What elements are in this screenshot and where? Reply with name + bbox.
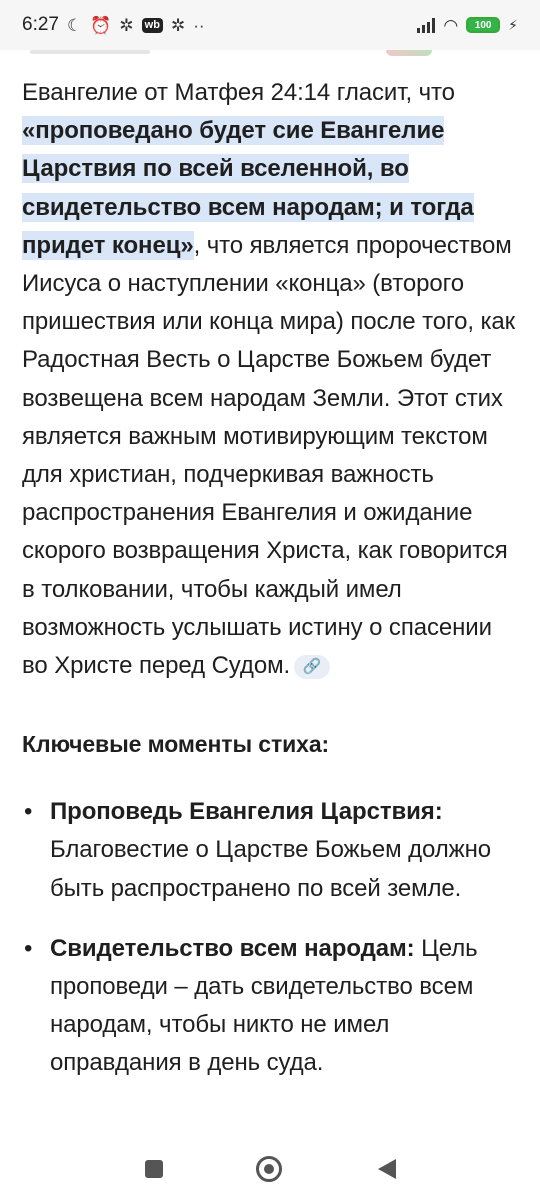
battery-level: 100 — [474, 19, 492, 31]
home-circle-icon — [256, 1156, 282, 1182]
point-title: Свидетельство всем народам: — [50, 934, 415, 962]
navigation-bar — [0, 1140, 540, 1200]
wifi-icon: ◠ — [443, 15, 459, 35]
more-dots-icon: ·· — [193, 15, 205, 35]
signal-icon — [417, 17, 435, 33]
list-item — [22, 793, 520, 908]
bullet-icon: • — [24, 934, 33, 962]
clipped-avatars — [386, 50, 432, 56]
article — [22, 74, 520, 1105]
key-points-list — [22, 793, 520, 1082]
highlighted-quote[interactable]: «проповедано будет сие Евангелие Царствия по всей вселенной, во свидетельство всем народам; и тогда придет конец» — [22, 117, 474, 259]
section-heading: Ключевые моменты стиха: — [22, 731, 330, 758]
intro-text: Евангелие от Матфея 24:14 гласит, что — [22, 79, 455, 106]
clipped-line — [30, 50, 150, 54]
home-button[interactable] — [254, 1154, 284, 1184]
alarm-icon: ⏰ — [90, 15, 112, 35]
body-text: , что является пророчеством Иисуса о наступлении «конца» (второго пришествия или конца мира) после того, как Радостная Весть о Царстве Божьем будет возвещена всем народам Земли. Этот стих является важным мотивирующим текстом для христиан, подчеркивая важность распространения Евангелия и ожидание скорого возвращения Христа, как говорится в толковании, чтобы каждый имел возможность услышать истину о спасении во Христе перед Судом. — [22, 231, 516, 680]
list-item — [22, 930, 520, 1083]
point-title: Проповедь Евангелия Царствия: — [50, 798, 443, 826]
source-link-icon[interactable]: 🔗 — [294, 655, 330, 679]
recents-button[interactable] — [139, 1154, 169, 1184]
moon-icon: ☾ — [66, 15, 83, 35]
square-icon — [145, 1160, 163, 1178]
bullet-icon: • — [24, 798, 33, 826]
status-left — [22, 14, 205, 36]
wb-app-icon: wb — [142, 18, 163, 33]
status-bar — [0, 0, 540, 50]
app-icon: ✲ — [119, 15, 134, 35]
back-button[interactable] — [372, 1154, 402, 1184]
charging-icon: ⚡ — [508, 16, 518, 33]
point-text: Цель проповеди – дать свидетельство всем народам, чтобы никто не имел оправдания в день суда. — [50, 934, 478, 1077]
status-right — [417, 17, 518, 34]
battery-icon — [466, 17, 500, 33]
point-text: Благовестие о Царстве Божьем должно быть распространено по всей земле. — [50, 836, 492, 902]
clipped-previous-content — [0, 50, 540, 58]
back-triangle-icon — [378, 1159, 396, 1179]
status-time: 6:27 — [22, 14, 59, 35]
app-icon: ✲ — [170, 15, 186, 35]
article-paragraph — [22, 74, 520, 685]
